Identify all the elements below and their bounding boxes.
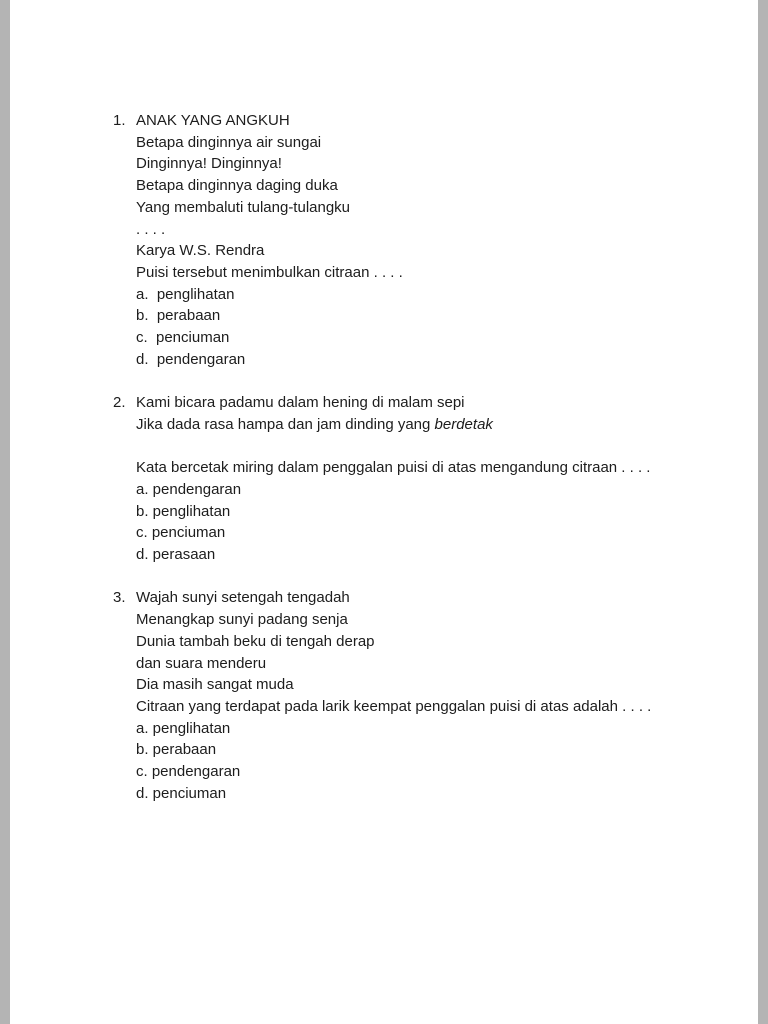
poem-line: Betapa dinginnya daging duka [136,177,338,195]
question-number: 1. [113,112,126,129]
option-c: c. penciuman [136,329,230,347]
poem-line: Menangkap sunyi padang senja [136,611,348,629]
option-c: c. pendengaran [136,763,241,781]
option-b: b. perabaan [136,307,221,325]
page-edge-right [758,0,768,1024]
question-body [136,587,728,804]
poem-line-text: Jika dada rasa hampa dan jam dinding yang [136,415,435,433]
poem-title: ANAK YANG ANGKUH [136,112,290,129]
poem-ellipsis: . . . . [136,220,166,238]
option-d: d. pendengaran [136,350,246,368]
quiz-content [113,110,728,804]
question-body [136,110,728,370]
option-a: a. penglihatan [136,285,235,303]
option-c: c. penciuman [136,524,226,542]
question-1 [113,110,728,370]
question-prompt: Kata bercetak miring dalam penggalan puisi di atas mengandung citraan . . . . [136,459,651,477]
question-number: 2. [113,394,126,412]
poem-line: Betapa dinginnya air sungai [136,133,322,151]
page-edge-left [0,0,10,1024]
option-b: b. perabaan [136,741,217,759]
option-a: a. penglihatan [136,719,231,737]
blank-line [136,436,728,458]
question-number: 3. [113,589,126,607]
question-body [136,392,728,566]
poem-author: Karya W.S. Rendra [136,242,265,260]
option-d: d. penciuman [136,784,227,802]
poem-line: dan suara menderu [136,654,267,672]
poem-line: Dunia tambah beku di tengah derap [136,632,375,650]
poem-line: Dia masih sangat muda [136,676,294,694]
question-3 [113,587,728,804]
question-prompt: Puisi tersebut menimbulkan citraan . . . . [136,263,403,281]
poem-line: Wajah sunyi setengah tengadah [136,589,350,607]
option-a: a. pendengaran [136,480,242,498]
option-b: b. penglihatan [136,502,231,520]
question-2 [113,392,728,566]
poem-line: Dinginnya! Dinginnya! [136,155,282,173]
italic-word: berdetak [434,415,493,433]
poem-line: Kami bicara padamu dalam hening di malam sepi [136,394,465,412]
poem-line: Yang membaluti tulang-tulangku [136,198,351,216]
option-d: d. perasaan [136,546,216,564]
poem-line [136,414,728,436]
question-prompt: Citraan yang terdapat pada larik keempat penggalan puisi di atas adalah . . . . [136,697,652,715]
